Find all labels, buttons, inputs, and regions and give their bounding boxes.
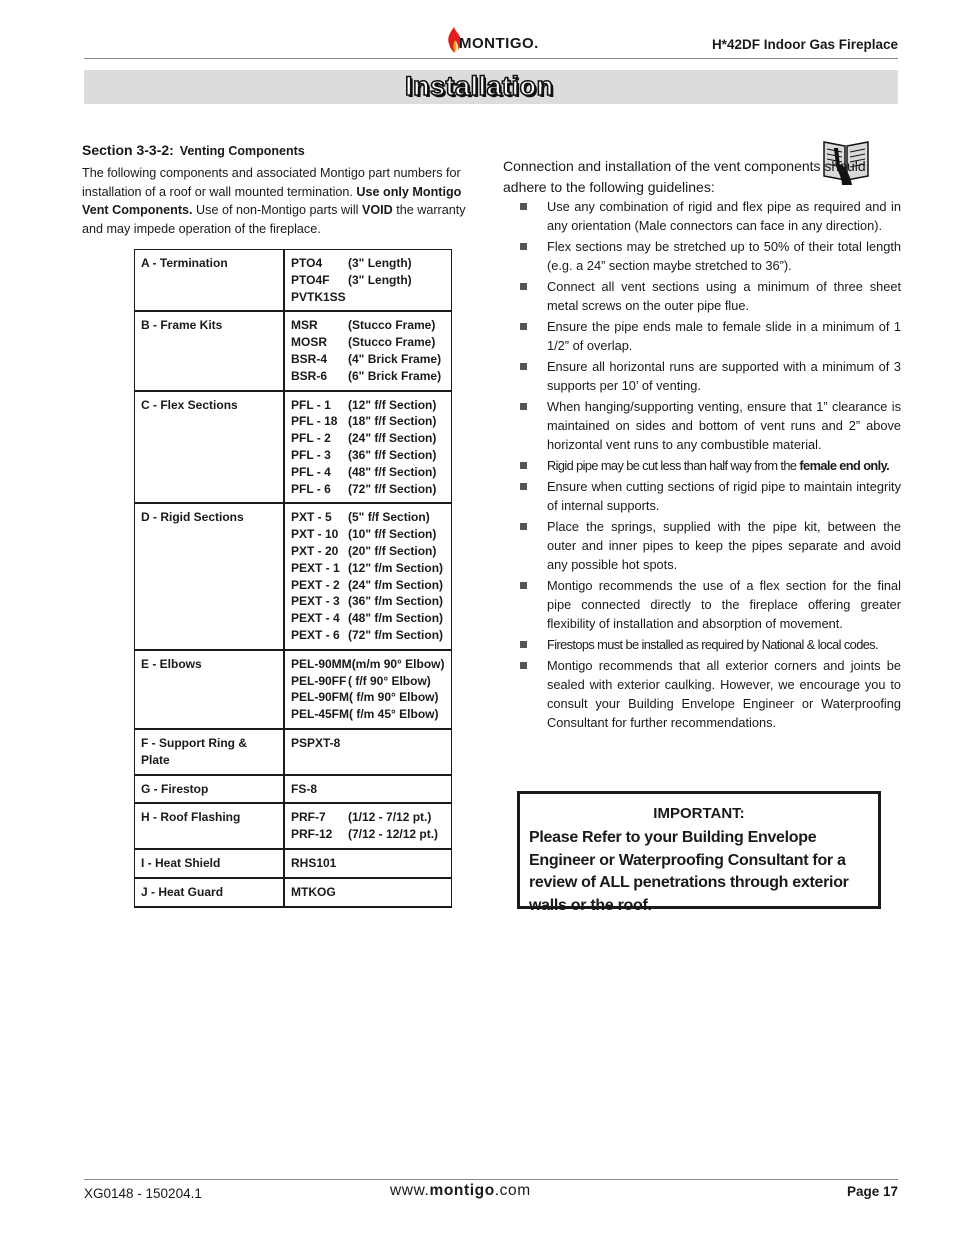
part-line (291, 610, 446, 627)
part-code: PFL - 3 (291, 447, 331, 462)
montigo-logo (445, 24, 539, 54)
part-line (291, 464, 446, 481)
square-bullet-icon (520, 662, 527, 669)
part-description: (24" f/f Section) (348, 431, 437, 446)
part-description: (10" f/f Section) (348, 527, 437, 542)
part-line (291, 884, 446, 901)
square-bullet-icon (520, 641, 527, 648)
list-item: Use any combination of rigid and flex pipe as required and in any orientation (Male connectors can face in any direction). (520, 197, 901, 235)
part-description: (Stucco Frame) (348, 318, 436, 333)
header-divider (84, 58, 898, 59)
section-intro (82, 164, 482, 238)
part-code: PEXT - 6 (291, 627, 340, 642)
part-code: PEXT - 4 (291, 611, 340, 626)
part-description: (36" f/m Section) (348, 594, 444, 609)
list-item: Firestops must be installed as required by National & local codes. (520, 635, 901, 654)
square-bullet-icon (520, 582, 527, 589)
part-line (291, 368, 446, 385)
part-description: (m/m 90° Elbow) (351, 656, 445, 671)
part-description: (20" f/f Section) (348, 543, 437, 558)
component-category: E - Elbows (135, 650, 285, 729)
part-line (291, 577, 446, 594)
part-code: PTO4F (291, 272, 330, 287)
table-row (135, 878, 452, 907)
part-description: (24" f/m Section) (348, 577, 444, 592)
part-description: (36" f/f Section) (348, 447, 437, 462)
part-code: PEL-90FM (291, 690, 350, 705)
part-code: MSR (291, 318, 318, 333)
component-category: D - Rigid Sections (135, 503, 285, 649)
component-category: H - Roof Flashing (135, 803, 285, 849)
part-numbers-cell (284, 250, 452, 312)
square-bullet-icon (520, 203, 527, 210)
part-line (291, 689, 446, 706)
list-item: Flex sections may be stretched up to 50% of their total length (e.g. a 24” section maybe stretched to 36”). (520, 237, 901, 275)
part-line (291, 289, 446, 306)
part-description: (48" f/f Section) (348, 464, 437, 479)
part-line (291, 826, 446, 843)
logo-text: MONTIGO. (459, 35, 539, 52)
part-code: PXT - 20 (291, 543, 339, 558)
table-row (135, 775, 452, 804)
part-code: PEL-45FM (291, 707, 350, 722)
part-code: PTO4 (291, 256, 323, 270)
section-heading (82, 142, 305, 158)
part-code: PEL-90MM (291, 656, 352, 671)
part-code: PFL - 18 (291, 414, 338, 429)
list-item: Ensure when cutting sections of rigid pipe to maintain integrity of internal supports. (520, 477, 901, 515)
table-row (135, 650, 452, 729)
part-line (291, 706, 446, 723)
table-row (135, 391, 452, 504)
part-code: PFL - 2 (291, 431, 331, 446)
part-code: PEXT - 2 (291, 577, 340, 592)
square-bullet-icon (520, 523, 527, 530)
square-bullet-icon (520, 323, 527, 330)
part-line (291, 735, 446, 752)
part-description: (12" f/f Section) (348, 397, 437, 412)
intro-text-1: The following components and associated Montigo part numbers for installation of a roof or wall mounted termination. (82, 166, 461, 199)
title-band (84, 70, 898, 104)
part-line (291, 509, 446, 526)
table-row (135, 803, 452, 849)
part-numbers-cell (284, 391, 452, 504)
guidelines-list (520, 197, 901, 734)
part-description: (3" Length) (348, 272, 412, 287)
list-item: Montigo recommends that all exterior corners and joints be sealed with exterior caulking. However, we encourage you to consult your Building Envelope Engineer or Waterproofing Consultant for further recommendations. (520, 656, 901, 732)
square-bullet-icon (520, 243, 527, 250)
part-line (291, 272, 446, 289)
part-description: (18" f/f Section) (348, 414, 437, 429)
part-numbers-cell (284, 803, 452, 849)
part-code: PSPXT-8 (291, 735, 341, 750)
table-row (135, 250, 452, 312)
part-line (291, 656, 446, 673)
square-bullet-icon (520, 403, 527, 410)
component-category: A - Termination (135, 250, 285, 312)
document-code: XG0148 - 150204.1 (84, 1186, 202, 1201)
part-description: (7/12 - 12/12 pt.) (348, 827, 439, 842)
page-number: Page 17 (846, 1184, 898, 1199)
part-line (291, 593, 446, 610)
part-description: ( f/m 45° Elbow) (349, 707, 439, 722)
important-title: IMPORTANT: (653, 805, 745, 822)
part-code: BSR-6 (291, 368, 328, 383)
part-numbers-cell (284, 775, 452, 804)
part-line (291, 627, 446, 644)
part-line (291, 673, 446, 690)
part-code: PXT - 10 (291, 527, 339, 542)
list-item: Ensure all horizontal runs are supported with a minimum of 3 supports per 10’ of venting. (520, 357, 901, 395)
important-notice-box (517, 791, 881, 914)
section-title: Venting Components (179, 144, 305, 158)
website-url: www.montigo.com (390, 1182, 531, 1199)
part-line (291, 781, 446, 798)
part-numbers-cell (284, 849, 452, 878)
part-numbers-cell (284, 311, 452, 390)
list-item: Connect all vent sections using a minimum of three sheet metal screws on the outer pipe flue. (520, 277, 901, 315)
important-body: Please Refer to your Building Envelope Engineer or Waterproofing Consultant for a review of ALL penetrations through exterior walls or the roof. (529, 829, 849, 914)
page-title: Installation (405, 71, 554, 101)
table-row (135, 503, 452, 649)
list-item: Rigid pipe may be cut less than half way from the female end only. (520, 456, 901, 475)
part-line (291, 255, 446, 272)
square-bullet-icon (520, 462, 527, 469)
square-bullet-icon (520, 363, 527, 370)
component-category: C - Flex Sections (135, 391, 285, 504)
part-code: MOSR (291, 335, 327, 350)
part-code: PRF-7 (291, 810, 326, 825)
venting-components-table (134, 249, 452, 908)
section-number: Section 3-3-2: (82, 142, 174, 158)
part-line (291, 543, 446, 560)
part-code: BSR-4 (291, 351, 328, 366)
part-description: (Stucco Frame) (348, 335, 436, 350)
part-line (291, 855, 446, 872)
part-description: (1/12 - 7/12 pt.) (348, 810, 432, 825)
part-code: PEXT - 3 (291, 594, 340, 609)
intro-bold-1: Use only Montigo Vent Components. (82, 184, 462, 218)
part-description: ( f/m 90° Elbow) (349, 690, 439, 705)
intro-text-3: the warranty and may impede operation of the fireplace. (82, 203, 466, 236)
part-code: PFL - 1 (291, 397, 331, 412)
part-line (291, 334, 446, 351)
part-code: PRF-12 (291, 827, 333, 842)
part-line (291, 413, 446, 430)
part-line (291, 351, 446, 368)
part-description: (6" Brick Frame) (348, 368, 442, 383)
part-code: RHS101 (291, 855, 337, 870)
component-category: I - Heat Shield (135, 849, 285, 878)
list-item: Ensure the pipe ends male to female slide in a minimum of 1 1/2” of overlap. (520, 317, 901, 355)
part-line (291, 526, 446, 543)
part-line (291, 447, 446, 464)
part-code: PEXT - 1 (291, 560, 340, 575)
intro-bold-2: VOID (361, 203, 393, 218)
list-item: Montigo recommends the use of a flex section for the final pipe connected directly to the fireplace offering greater flexibility of installation and absorption of movement. (520, 576, 901, 633)
table-row (135, 729, 452, 775)
part-code: PXT - 5 (291, 510, 332, 525)
part-numbers-cell (284, 503, 452, 649)
part-line (291, 397, 446, 414)
square-bullet-icon (520, 283, 527, 290)
part-line (291, 560, 446, 577)
part-line (291, 809, 446, 826)
table-row (135, 849, 452, 878)
part-description: (3" Length) (348, 256, 412, 270)
part-numbers-cell (284, 729, 452, 775)
part-description: (4" Brick Frame) (348, 351, 442, 366)
part-code: MTKOG (291, 884, 336, 899)
table-row (135, 311, 452, 390)
part-code: PVTK1SS (291, 289, 346, 304)
part-description: (72" f/m Section) (348, 627, 444, 642)
part-numbers-cell (284, 650, 452, 729)
part-description: ( f/f 90° Elbow) (348, 673, 431, 688)
part-description: (5" f/f Section) (348, 510, 430, 525)
component-category: B - Frame Kits (135, 311, 285, 390)
part-numbers-cell (284, 878, 452, 907)
part-description: (12" f/m Section) (348, 560, 444, 575)
part-description: (48" f/m Section) (348, 611, 444, 626)
document-title: H*42DF Indoor Gas Fireplace (711, 37, 898, 52)
part-code: PFL - 6 (291, 481, 331, 496)
component-category: F - Support Ring & Plate (135, 729, 285, 775)
part-code: PFL - 4 (291, 464, 331, 479)
part-code: PEL-90FF (291, 673, 347, 688)
square-bullet-icon (520, 483, 527, 490)
part-line (291, 317, 446, 334)
list-item: Place the springs, supplied with the pipe kit, between the outer and inner pipes to keep the pipes separate and avoid any possible hot spots. (520, 517, 901, 574)
component-category: J - Heat Guard (135, 878, 285, 907)
part-description: (72" f/f Section) (348, 481, 437, 496)
intro-text-2: Use of non-Montigo parts will (192, 203, 362, 218)
footer-divider (84, 1179, 898, 1180)
part-line (291, 481, 446, 498)
part-code: FS-8 (291, 781, 318, 796)
part-line (291, 430, 446, 447)
component-category: G - Firestop (135, 775, 285, 804)
list-item: When hanging/supporting venting, ensure that 1” clearance is maintained on sides and bottom of vent runs and 2” above horizontal vent runs to any combustible material. (520, 397, 901, 454)
guidelines-intro: Connection and installation of the vent components should adhere to the following guidelines: (503, 158, 866, 195)
